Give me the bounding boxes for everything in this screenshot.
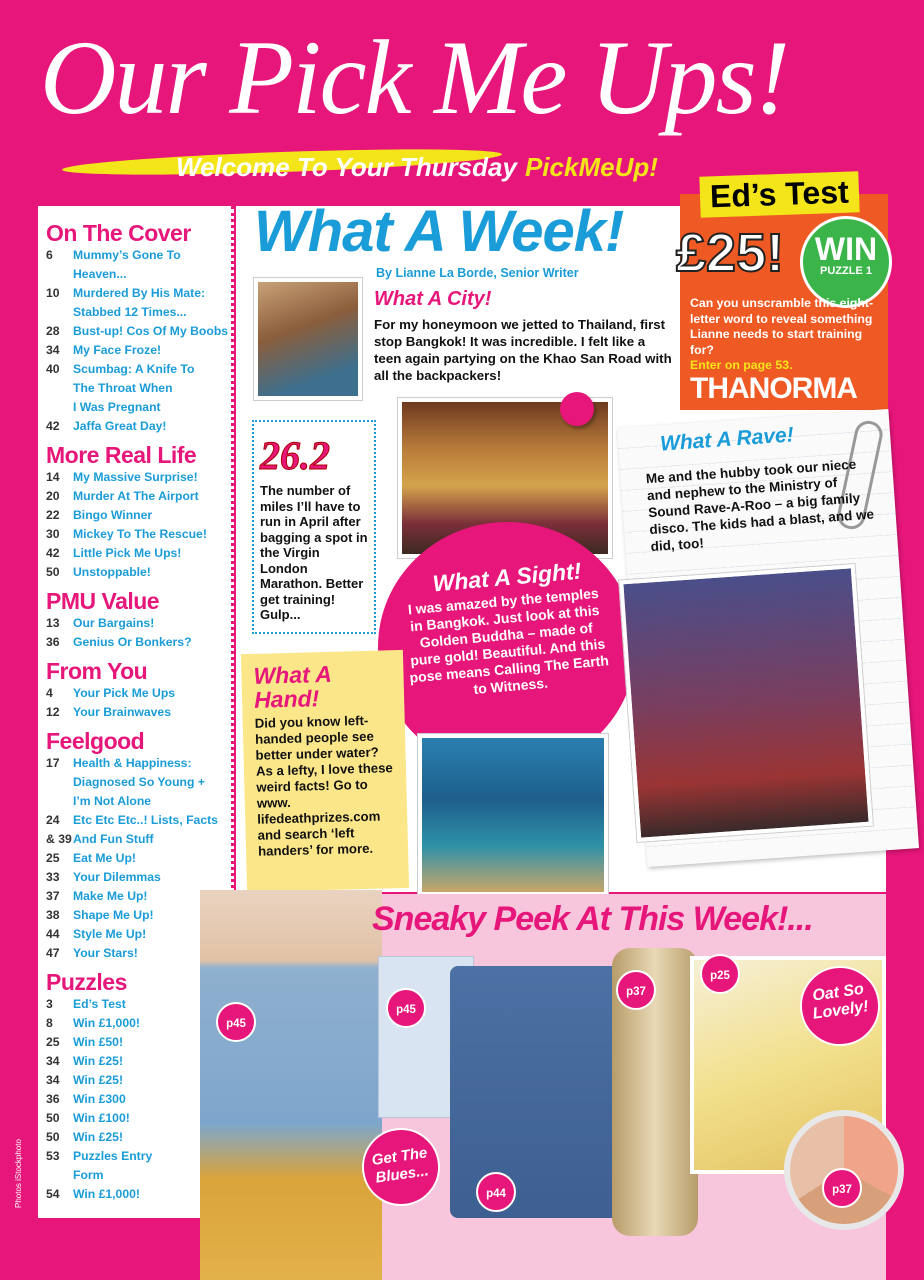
contents-label: Etc Etc Etc..! Lists, Facts [73,813,218,827]
page-number [46,792,73,811]
eds-test-prize: £25! [676,223,785,283]
page-number: 44 [46,927,60,941]
contents-item [46,849,231,868]
eds-test-question: Can you unscramble this eight-letter word to reveal something Lianne needs to start training for? [690,296,874,357]
welcome-text: Welcome To Your Thursday [176,152,517,182]
eds-test-text [690,296,886,374]
contents-label: Your Pick Me Ups [73,686,176,700]
page-badge: p45 [216,1002,256,1042]
page-number: 28 [46,324,60,338]
contents-item [46,379,231,398]
contents-label: Murder At The Airport [73,489,199,503]
contents-item [46,398,231,417]
page-number: 34 [46,343,60,357]
rave-text: Me and the hubby took our niece and nephew to the Ministry of Sound Rave-A-Roo – a big family disco. The kids had a blast, and we did, too! [645,456,875,555]
sight-text: I was amazed by the temples in Bangkok. Just look at this Golden Buddha – made of pure gold! Beautiful. And this pose means Calling The Earth to Witness. [407,584,610,698]
contents-item [46,468,231,487]
eds-test-enter: Enter on page 53. [690,358,793,372]
contents-item [46,773,231,792]
page-number [46,379,73,398]
contents-item [46,614,231,633]
contents-label: Make Me Up! [73,889,148,903]
contents-label: Health & Happiness: [73,756,192,770]
contents-item [46,506,231,525]
page-number: 42 [46,546,60,560]
page-number: 37 [46,889,60,903]
section-heading: PMU Value [46,588,160,614]
anagram-word: THANORMA [690,372,857,405]
contents-item [46,284,231,303]
week-heading: What A Week! [254,199,624,264]
page-number: 17 [46,756,60,770]
page-number: 33 [46,870,60,884]
rave-heading: What A Rave! [659,423,795,456]
contents-item [46,341,231,360]
contents-label: Win £300 [73,1092,126,1106]
page-number: 36 [46,1092,60,1106]
page-number: 3 [46,997,53,1011]
page-number: 47 [46,946,60,960]
contents-label: Win £1,000! [73,1016,140,1030]
contents-label: Win £100! [73,1111,130,1125]
contents-label: My Massive Surprise! [73,470,198,484]
page-number [46,303,73,322]
brand-logo: PickMeUp! [524,152,658,182]
page-number: 20 [46,489,60,503]
contents-label: Jaffa Great Day! [73,419,167,433]
contents-item [46,487,231,506]
contents-label: Win £50! [73,1035,124,1049]
page-number: 38 [46,908,60,922]
byline: By Lianne La Borde, Senior Writer [376,266,579,280]
contents-label: Scumbag: A Knife To [73,362,195,376]
contents-label: Form [73,1168,104,1182]
contents-item [46,322,231,341]
contents-label: Mummy’s Gone To Heaven... [73,248,181,281]
contents-label: Diagnosed So Young + [73,775,205,789]
contents-label: Eat Me Up! [73,851,136,865]
contents-item [46,303,231,322]
page-number: 36 [46,635,60,649]
section-heading: From You [46,658,148,684]
contents-label: Your Dilemmas [73,870,161,884]
page-number: 14 [46,470,60,484]
contents-label: Genius Or Bonkers? [73,635,192,649]
contents-label: Shape Me Up! [73,908,154,922]
page-badge: p44 [476,1172,516,1212]
contents-label: Bingo Winner [73,508,153,522]
page-number: 42 [46,419,60,433]
contents-item [46,830,231,849]
page-number: 25 [46,1035,60,1049]
page-number: 50 [46,565,60,579]
page-number: 6 [46,248,53,262]
contents-label: And Fun Stuff [73,832,154,846]
contents-label: I Was Pregnant [73,400,161,414]
marathon-stat-box [252,420,376,634]
denim-shirt-photo [450,966,630,1218]
contents-label: Little Pick Me Ups! [73,546,182,560]
contents-label: Our Bargains! [73,616,155,630]
page-number [46,773,73,792]
contents-label: Stabbed 12 Times... [73,305,187,319]
page-title: Our Pick Me Ups! [40,19,789,136]
contents-label: Mickey To The Rescue! [73,527,207,541]
marathon-text: The number of miles I’ll have to run in April after bagging a spot in the Virgin London Marathon. Better get training! Gulp... [260,483,368,622]
blues-badge: Get The Blues... [357,1123,445,1211]
page-number: & 39 [46,832,72,846]
city-text: For my honeymoon we jetted to Thailand, first stop Bangkok! It was incredible. I felt like a teen again partying on the Khao San Road with all the backpackers! [374,317,672,383]
hand-heading: What A Hand! [253,660,332,713]
contents-item [46,792,231,811]
oat-badge: Oat So Lovely! [795,961,885,1051]
win-badge [800,216,892,308]
city-heading: What A City! [374,288,492,310]
page-number: 22 [46,508,60,522]
contents-label: I’m Not Alone [73,794,152,808]
contents-item [46,563,231,582]
eds-test-heading: Ed’s Test [699,171,859,218]
contents-label: Style Me Up! [73,927,147,941]
contents-label: Your Brainwaves [73,705,171,719]
pin-icon [560,392,594,426]
page-number: 30 [46,527,60,541]
contents-item [46,544,231,563]
hand-text: Did you know left-handed people see better under water? As a lefty, I love these weird facts! Go to www. lifedeathprizes.com and search ‘left handers’ for more. [254,712,393,859]
page-number [46,398,73,417]
contents-item [46,360,231,379]
contents-item [46,633,231,652]
sneaky-peek-heading: Sneaky Peek At This Week!... [372,900,813,938]
page-number: 24 [46,813,60,827]
model-photo [200,890,382,1280]
page-badge: p25 [700,954,740,994]
section-heading: Feelgood [46,728,145,754]
win-label: WIN [814,231,878,267]
hand-note [241,650,409,892]
page-number: 34 [46,1073,60,1087]
page-number [46,1166,73,1185]
page-badge: p45 [386,988,426,1028]
page-badge: p37 [616,970,656,1010]
contents-item [46,754,231,773]
section-heading: Puzzles [46,969,127,995]
page-number: 25 [46,851,60,865]
page-number: 13 [46,616,60,630]
sight-heading: What A Sight! [431,557,583,597]
photo-credit: Photos iStockphoto [14,1139,23,1208]
section-heading: On The Cover [46,220,191,246]
contents-label: Win £25! [73,1054,124,1068]
page-number: 12 [46,705,60,719]
page-number: 53 [46,1149,60,1163]
page-number: 50 [46,1111,60,1125]
contents-item [46,246,231,284]
page-number: 34 [46,1054,60,1068]
contents-item [46,684,231,703]
contents-item [46,868,231,887]
contents-label: Ed’s Test [73,997,126,1011]
welcome-line [176,152,658,183]
contents-item [46,703,231,722]
marathon-number: 26.2 [260,433,330,478]
writer-photo [254,278,362,400]
page-badge: p37 [822,1168,862,1208]
contents-label: Win £1,000! [73,1187,140,1201]
contents-label: My Face Froze! [73,343,162,357]
contents-label: Win £25! [73,1073,124,1087]
contents-label: Your Stars! [73,946,138,960]
contents-label: Win £25! [73,1130,124,1144]
contents-label: Puzzles Entry [73,1149,153,1163]
page-number: 4 [46,686,53,700]
contents-label: Bust-up! Cos Of My Boobs [73,324,229,338]
contents-item [46,811,231,830]
contents-item [46,525,231,544]
diver-photo [418,734,608,896]
family-photo [619,564,873,842]
puzzle-label: PUZZLE 1 [820,265,872,277]
page-number: 50 [46,1130,60,1144]
contents-label: Murdered By His Mate: [73,286,206,300]
page-number: 8 [46,1016,53,1030]
page-number: 40 [46,362,60,376]
section-heading: More Real Life [46,442,197,468]
page-number: 10 [46,286,60,300]
page-number: 54 [46,1187,60,1201]
contents-label: Unstoppable! [73,565,151,579]
contents-item [46,417,231,436]
contents-label: The Throat When [73,381,173,395]
